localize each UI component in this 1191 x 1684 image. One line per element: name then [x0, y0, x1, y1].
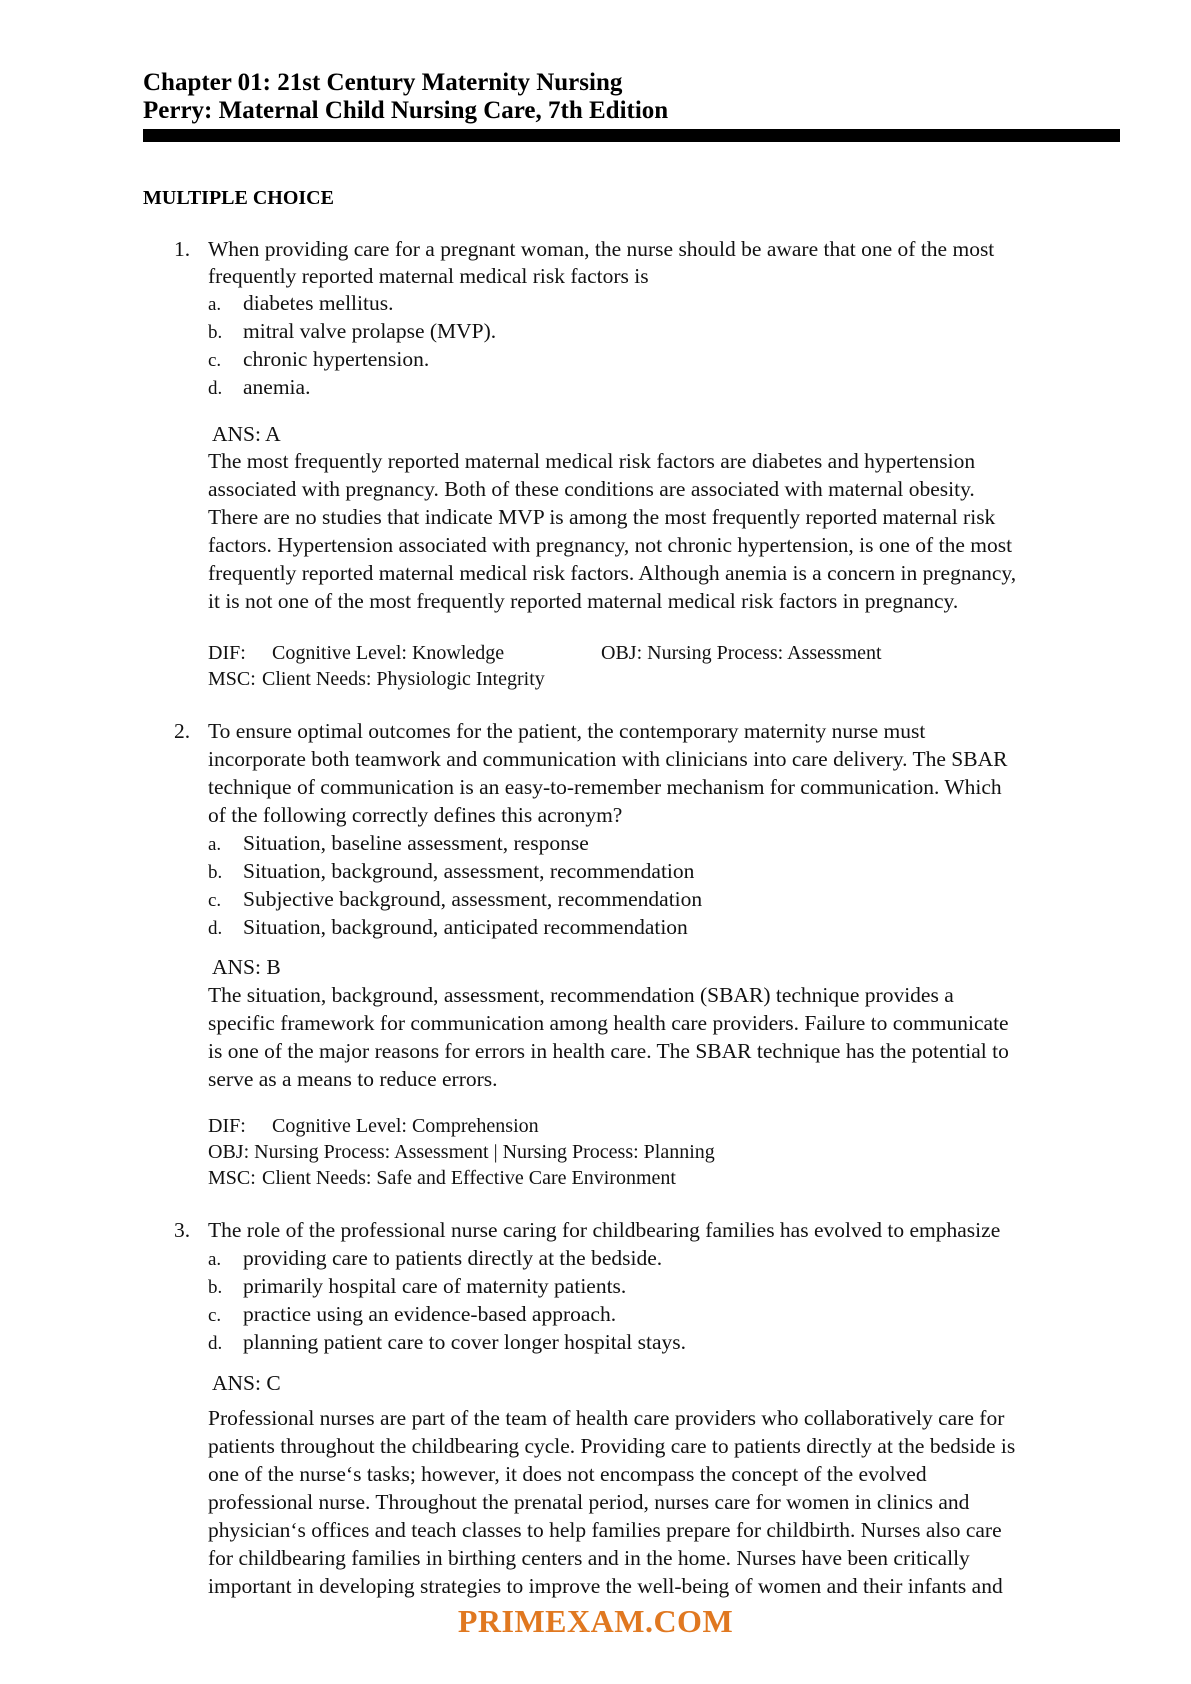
obj-value: Nursing Process: Assessment | Nursing Process: Planning [254, 1141, 715, 1163]
option-letter: a. [208, 1249, 222, 1270]
rationale-line: patients throughout the childbearing cycle. Providing care to patients directly at the bedside is [208, 1434, 1016, 1458]
meta-dif [208, 1113, 539, 1139]
dif-value: Cognitive Level: Knowledge [272, 642, 505, 664]
option-text: primarily hospital care of maternity patients. [243, 1274, 627, 1298]
question-stem-line: technique of communication is an easy-to-remember mechanism for communication. Which [208, 775, 1002, 799]
meta-msc [208, 1165, 676, 1191]
question-stem-line: frequently reported maternal medical risk factors is [208, 264, 649, 288]
rationale-line: it is not one of the most frequently reported maternal medical risk factors in pregnancy. [208, 589, 959, 613]
question-stem-line: The role of the professional nurse caring for childbearing families has evolved to emphasize [208, 1218, 1001, 1242]
rationale-line: physician‘s offices and teach classes to help families prepare for childbirth. Nurses also care [208, 1518, 1002, 1542]
meta-msc [208, 666, 545, 692]
dif-value: Cognitive Level: Comprehension [272, 1115, 539, 1137]
question-stem-line: When providing care for a pregnant woman, the nurse should be aware that one of the most [208, 237, 995, 261]
rationale-line: The most frequently reported maternal medical risk factors are diabetes and hypertension [208, 449, 976, 473]
book-title: Perry: Maternal Child Nursing Care, 7th Edition [143, 97, 669, 124]
answer-key: ANS: B [212, 955, 281, 979]
header-rule [143, 129, 1120, 142]
option-text: diabetes mellitus. [243, 291, 394, 315]
watermark-link[interactable]: PRIMEXAM.COM [457, 1603, 734, 1639]
option-letter: d. [208, 918, 223, 939]
option-letter: c. [208, 350, 222, 371]
option-text: mitral valve prolapse (MVP). [243, 319, 497, 343]
question-stem-line: To ensure optimal outcomes for the patient, the contemporary maternity nurse must [208, 719, 926, 743]
obj-value: Nursing Process: Assessment [647, 642, 882, 664]
rationale-line: frequently reported maternal medical risk factors. Although anemia is a concern in pregnancy, [208, 561, 1017, 585]
msc-label: MSC: [208, 668, 256, 690]
answer-key: ANS: A [212, 422, 281, 446]
option-text: anemia. [243, 375, 311, 399]
option-text: Situation, baseline assessment, response [243, 831, 589, 855]
section-title: MULTIPLE CHOICE [143, 187, 334, 209]
dif-label: DIF: [208, 642, 246, 664]
obj-label: OBJ: [208, 1141, 250, 1163]
option-text: practice using an evidence-based approach. [243, 1302, 617, 1326]
rationale-line: professional nurse. Throughout the prenatal period, nurses care for women in clinics and [208, 1490, 970, 1514]
question-stem-line: of the following correctly defines this acronym? [208, 803, 623, 827]
option-text: providing care to patients directly at the bedside. [243, 1246, 663, 1270]
option-letter: c. [208, 1305, 222, 1326]
rationale-line: specific framework for communication among health care providers. Failure to communicate [208, 1011, 1009, 1035]
rationale-line: associated with pregnancy. Both of these conditions are associated with maternal obesity. [208, 477, 975, 501]
chapter-title: Chapter 01: 21st Century Maternity Nursing [143, 69, 623, 96]
meta-obj [208, 1139, 715, 1165]
option-letter: a. [208, 834, 222, 855]
meta-obj [601, 640, 882, 666]
rationale-line: There are no studies that indicate MVP is among the most frequently reported maternal risk [208, 505, 996, 529]
option-text: planning patient care to cover longer hospital stays. [243, 1330, 687, 1354]
option-letter: b. [208, 1277, 223, 1298]
question-number: 1. [174, 237, 191, 261]
option-letter: b. [208, 322, 223, 343]
question-stem-line: incorporate both teamwork and communication with clinicians into care delivery. The SBAR [208, 747, 1008, 771]
answer-key: ANS: C [212, 1371, 281, 1395]
rationale-line: important in developing strategies to improve the well-being of women and their infants and [208, 1574, 1003, 1598]
option-text: Situation, background, assessment, recommendation [243, 859, 695, 883]
rationale-line: Professional nurses are part of the team of health care providers who collaboratively care for [208, 1406, 1005, 1430]
meta-dif [208, 640, 504, 666]
msc-label: MSC: [208, 1167, 256, 1189]
msc-value: Client Needs: Safe and Effective Care Environment [262, 1167, 676, 1189]
option-letter: b. [208, 862, 223, 883]
rationale-line: for childbearing families in birthing centers and in the home. Nurses have been critically [208, 1546, 970, 1570]
obj-label: OBJ: [601, 642, 643, 664]
rationale-line: is one of the major reasons for errors in health care. The SBAR technique has the potential to [208, 1039, 1009, 1063]
msc-value: Client Needs: Physiologic Integrity [262, 668, 545, 690]
rationale-line: one of the nurse‘s tasks; however, it does not encompass the concept of the evolved [208, 1462, 927, 1486]
question-number: 2. [174, 719, 191, 743]
option-letter: c. [208, 890, 222, 911]
option-letter: d. [208, 1333, 223, 1354]
option-text: Situation, background, anticipated recommendation [243, 915, 688, 939]
option-letter: a. [208, 294, 222, 315]
rationale-line: The situation, background, assessment, recommendation (SBAR) technique provides a [208, 983, 954, 1007]
question-number: 3. [174, 1218, 191, 1242]
option-text: chronic hypertension. [243, 347, 430, 371]
rationale-line: serve as a means to reduce errors. [208, 1067, 498, 1091]
rationale-line: factors. Hypertension associated with pregnancy, not chronic hypertension, is one of the most [208, 533, 1013, 557]
option-letter: d. [208, 378, 223, 399]
dif-label: DIF: [208, 1115, 246, 1137]
option-text: Subjective background, assessment, recommendation [243, 887, 703, 911]
